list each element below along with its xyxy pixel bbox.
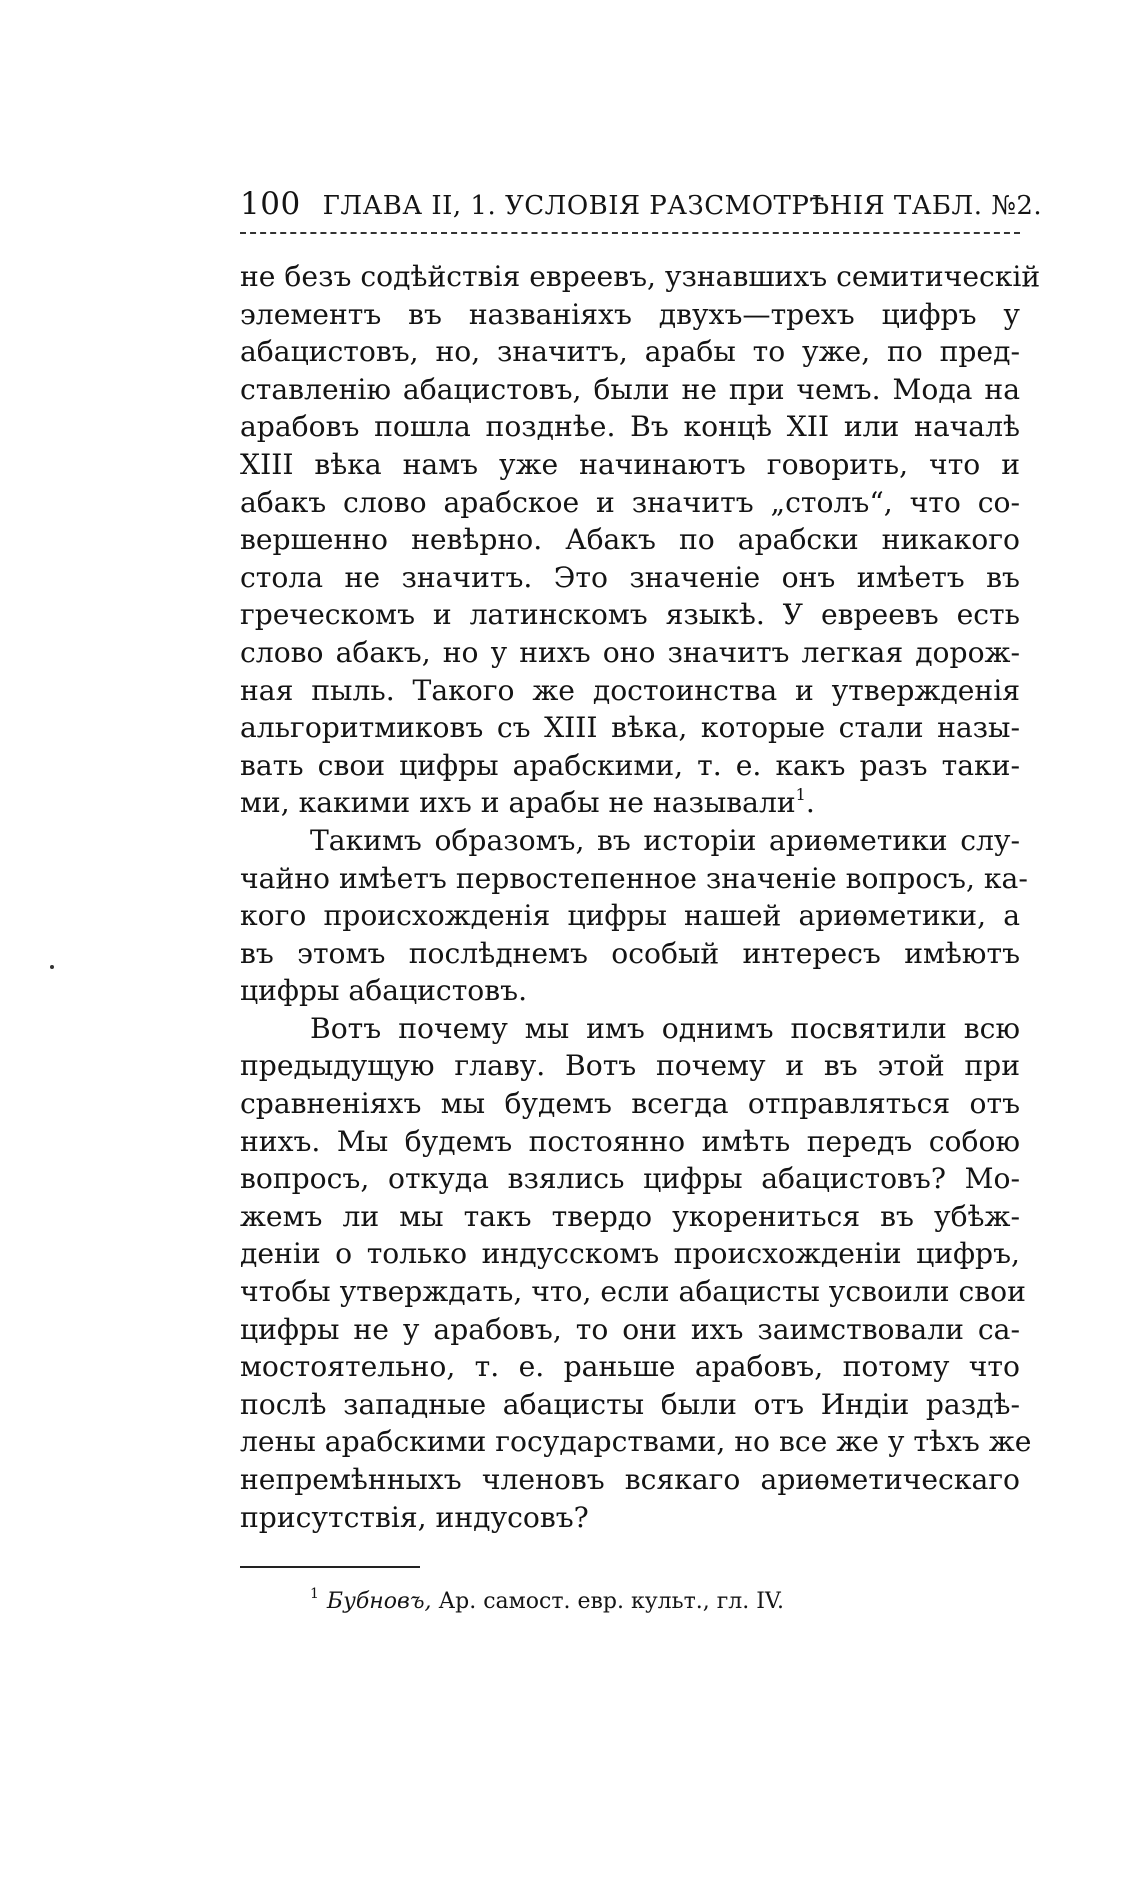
text-line: стола не значитъ. Это значеніе онъ имѣетъ въ [240, 560, 1020, 594]
text-line: Вотъ почему мы имъ однимъ посвятили всю [310, 1011, 1020, 1045]
text-line: арабовъ пошла позднѣе. Въ концѣ XII или началѣ [240, 410, 1020, 444]
text-line: греческомъ и латинскомъ языкѣ. У евреевъ есть [240, 598, 1020, 632]
text-line: вопросъ, откуда взялись цифры абацистовъ? Мо- [240, 1162, 1020, 1196]
text-line: вать свои цифры арабскими, т. е. какъ разъ таки- [240, 748, 1020, 782]
text-line: альгоритмиковъ съ XIII вѣка, которые стали назы- [240, 711, 1020, 745]
text-line: послѣ западные абацисты были отъ Индіи раздѣ- [240, 1387, 1020, 1421]
body-text [240, 258, 1041, 1536]
book-page [240, 186, 1043, 1615]
text-line: ставленію абацистовъ, были не при чемъ. Мода на [240, 372, 1020, 406]
text-line: Такимъ образомъ, въ исторіи ариѳметики слу- [310, 823, 1020, 857]
sentence-period: . [805, 786, 815, 820]
footnote [240, 1586, 1020, 1614]
text-line: абацистовъ, но, значитъ, арабы то уже, по пред- [240, 335, 1020, 369]
text-line: непремѣнныхъ членовъ всякаго ариѳметическаго [240, 1463, 1020, 1496]
footnote-rule [240, 1566, 420, 1568]
text-line: деніи о только индусскомъ происхожденіи цифръ, [240, 1237, 1020, 1271]
scan-speck [50, 965, 54, 969]
text-line: XIII вѣка намъ уже начинаютъ говорить, что и [240, 447, 1020, 481]
footnote-number: 1 [310, 1586, 319, 1603]
text-line: кого происхожденія цифры нашей ариѳметики, а [240, 899, 1020, 933]
footnote-text: Ар. самост. евр. культ., гл. IV. [431, 1589, 784, 1615]
text-line: элементъ въ названіяхъ двухъ—трехъ цифръ у [240, 297, 1020, 331]
footnote-author: Бубновъ, [326, 1589, 432, 1615]
text-line [240, 784, 1020, 822]
text-line: нихъ. Мы будемъ постоянно имѣть передъ собою [240, 1124, 1020, 1158]
text-line: присутствія, индусовъ? [240, 1500, 589, 1534]
text-line: вершенно невѣрно. Абакъ по арабски никакого [240, 523, 1020, 557]
text-line: предыдущую главу. Вотъ почему и въ этой при [240, 1049, 1020, 1083]
text-line: лены арабскими государствами, но все же у тѣхъ же [240, 1425, 1032, 1459]
page-number: 100 [240, 186, 301, 222]
running-head [240, 186, 1043, 222]
text-line: цифры не у арабовъ, то они ихъ заимствовали са- [240, 1312, 1020, 1346]
text-line: не безъ содѣйствія евреевъ, узнавшихъ семитическій [240, 260, 1041, 293]
text-segment: ми, какими ихъ и арабы не называли [240, 786, 796, 820]
header-rule [240, 232, 1020, 234]
text-line: въ этомъ послѣднемъ особый интересъ имѣютъ [240, 936, 1020, 970]
text-line: жемъ ли мы такъ твердо укорениться въ убѣж- [240, 1199, 1020, 1233]
text-line: абакъ слово арабское и значитъ „столъ“, что со- [240, 485, 1020, 519]
text-line: цифры абацистовъ. [240, 974, 528, 1008]
text-line: чайно имѣетъ первостепенное значеніе вопросъ, ка- [240, 861, 1028, 895]
footnote-reference[interactable]: 1 [795, 785, 806, 805]
text-line: чтобы утверждать, что, если абацисты усвоили свои [240, 1275, 1026, 1309]
text-line: сравненіяхъ мы будемъ всегда отправляться отъ [240, 1087, 1020, 1121]
text-line: мостоятельно, т. е. раньше арабовъ, потому что [240, 1350, 1020, 1384]
text-line: слово абакъ, но у нихъ оно значитъ легкая дорож- [240, 635, 1020, 669]
text-line: ная пыль. Такого же достоинства и утвержденія [240, 673, 1020, 707]
chapter-heading: ГЛАВА II, 1. УСЛОВІЯ РАЗСМОТРѢНІЯ ТАБЛ. №2. [322, 191, 1043, 221]
